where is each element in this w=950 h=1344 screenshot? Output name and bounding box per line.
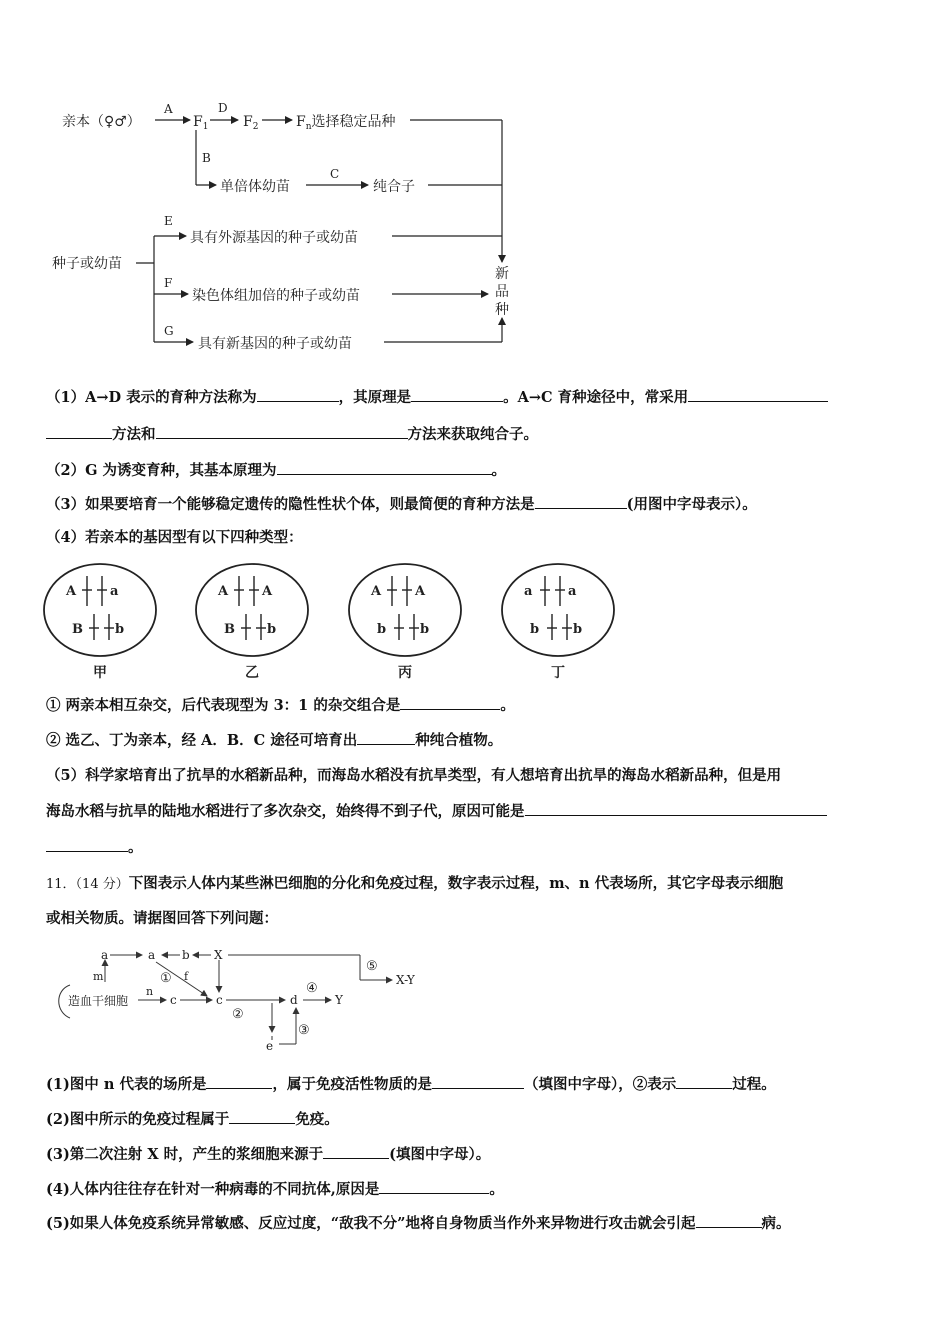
label-y: Y	[335, 993, 343, 1007]
allele-top-left: a	[524, 584, 533, 599]
genotype-cells	[0, 552, 950, 687]
label-b: b	[182, 948, 190, 962]
branch-f: 染色体组加倍的种子或幼苗	[192, 288, 360, 304]
allele-bottom-right: b	[115, 622, 125, 637]
label-fn: $F_n$选择稳定品种	[296, 114, 396, 132]
allele-bottom-left: B	[224, 622, 235, 637]
allele-top-right: a	[110, 584, 119, 599]
q10-part3: （3）如果要培育一个能够稳定遗传的隐性性状个体，则最简便的育种方法是 (用图中字母表示）。	[46, 496, 757, 513]
cell-name: 乙	[245, 665, 259, 681]
allele-top-right: a	[568, 584, 577, 599]
cell-name: 甲	[93, 665, 107, 681]
immune-diagram	[0, 940, 950, 1055]
allele-top-left: A	[371, 584, 382, 599]
label-e: E	[164, 214, 173, 228]
cell-name: 丙	[398, 665, 412, 681]
blank	[257, 387, 339, 402]
circle-1: ①	[160, 971, 172, 986]
parent-label: 亲本（♀♂）	[62, 114, 141, 130]
label-c: C	[330, 167, 340, 181]
blank	[696, 1213, 762, 1228]
blank	[46, 837, 128, 852]
label-d: d	[290, 993, 298, 1007]
label-a: a	[148, 948, 156, 962]
cell-outline	[502, 564, 614, 656]
q11-sub3: (3)第二次注射 X 时，产生的浆细胞来源于 (填图中字母）。	[46, 1146, 491, 1163]
q10-part5-line2: 海岛水稻与抗旱的陆地水稻进行了多次杂交，始终得不到子代，原因可能是	[46, 800, 827, 821]
blank	[46, 424, 112, 439]
blank	[379, 1179, 489, 1194]
label-c-mid: c	[216, 993, 223, 1007]
cell-4	[502, 564, 614, 681]
blank	[676, 1074, 732, 1089]
label-f1: $F_1$	[193, 114, 209, 132]
blank	[535, 494, 627, 509]
stem-cell-label: 造血干细胞	[68, 994, 129, 1008]
allele-bottom-right: b	[420, 622, 430, 637]
label-a: A	[164, 102, 173, 116]
circle-2: ②	[232, 1007, 244, 1022]
blank	[357, 730, 415, 745]
blank	[206, 1074, 272, 1089]
label-c-left: c	[170, 993, 177, 1007]
label-m: m	[93, 970, 104, 983]
label-b: B	[202, 151, 211, 165]
blank	[432, 1074, 524, 1089]
cell-name: 丁	[551, 665, 565, 681]
label-a-top: a	[101, 948, 109, 962]
circle-5: ⑤	[366, 959, 378, 974]
q11-intro-line2: 或相关物质。请据图回答下列问题：	[46, 910, 278, 927]
label-g: G	[164, 324, 174, 338]
q10-part5-line1: （5）科学家培育出了抗旱的水稻新品种，而海岛水稻没有抗旱类型，有人想培育出抗旱的海岛水稻新品种，但是用	[46, 767, 782, 784]
circle-4: ④	[306, 981, 318, 996]
allele-bottom-right: b	[267, 622, 277, 637]
blank	[323, 1144, 389, 1159]
blank	[229, 1109, 295, 1124]
homozygote-label: 纯合子	[373, 179, 415, 195]
label-e: e	[266, 1039, 274, 1053]
q10-part4: （4）若亲本的基因型有以下四种类型：	[46, 529, 303, 546]
breeding-diagram	[0, 0, 950, 370]
label-n: n	[146, 985, 154, 998]
new-variety-2: 品	[495, 284, 509, 300]
q10-sub2: ② 选乙、丁为亲本，经 A．B．C 途径可培育出 种纯合植物。	[46, 732, 503, 749]
q11-sub2: (2)图中所示的免疫过程属于 免疫。	[46, 1111, 339, 1128]
cell-outline	[44, 564, 156, 656]
cell-3	[349, 564, 461, 681]
branch-g: 具有新基因的种子或幼苗	[198, 336, 352, 352]
seed-label: 种子或幼苗	[52, 256, 122, 272]
allele-bottom-left: B	[72, 622, 83, 637]
new-variety-1: 新	[495, 266, 509, 282]
label-f2: $F_2$	[243, 114, 259, 132]
allele-bottom-right: b	[573, 622, 583, 637]
blank	[525, 801, 827, 816]
q11-sub4: (4)人体内往往存在针对一种病毒的不同抗体,原因是 。	[46, 1181, 504, 1198]
label-f: F	[164, 276, 173, 290]
q10-part1-line2: 方法和 方法来获取纯合子。	[46, 423, 538, 444]
allele-top-right: A	[415, 584, 426, 599]
allele-top-right: A	[262, 584, 273, 599]
new-variety-3: 种	[495, 302, 509, 318]
label-f: f	[184, 970, 189, 983]
allele-bottom-left: b	[377, 622, 387, 637]
allele-top-left: A	[218, 584, 229, 599]
q10-part1-line1: （1）A→D 表示的育种方法称为 ，其原理是 。A→C 育种途径中，常采用	[46, 386, 828, 407]
blank	[277, 460, 492, 475]
q10-sub1: ① 两亲本相互杂交，后代表现型为 3：1 的杂交组合是 。	[46, 697, 515, 714]
cell-2	[196, 564, 308, 681]
allele-bottom-left: b	[530, 622, 540, 637]
q11-sub5: (5)如果人体免疫系统异常敏感、反应过度，“敌我不分”地将自身物质当作外来异物进行攻击就会引起 病。	[46, 1215, 791, 1232]
cell-outline	[349, 564, 461, 656]
label-d: D	[218, 101, 228, 115]
allele-top-left: A	[66, 584, 77, 599]
cell-outline	[196, 564, 308, 656]
label-xy: X-Y	[396, 973, 415, 987]
blank	[400, 695, 500, 710]
blank	[156, 424, 408, 439]
branch-e: 具有外源基因的种子或幼苗	[190, 230, 358, 246]
haploid-label: 单倍体幼苗	[220, 179, 290, 195]
q10-part5-line3: 。	[46, 836, 143, 857]
blank	[688, 387, 828, 402]
blank	[411, 387, 503, 402]
q11-sub1: (1)图中 n 代表的场所是 ，属于免疫活性物质的是 （填图中字母），②表示 过程。	[46, 1076, 776, 1093]
label-x: X	[214, 948, 223, 962]
circle-3: ③	[298, 1023, 310, 1038]
q11-intro-line1: 11．（14 分）下图表示人体内某些淋巴细胞的分化和免疫过程，数字表示过程，m、n 代表场所，其它字母表示细胞	[46, 875, 784, 892]
cell-1	[44, 564, 156, 681]
q10-part2: （2）G 为诱变育种，其基本原理为 。	[46, 462, 507, 479]
